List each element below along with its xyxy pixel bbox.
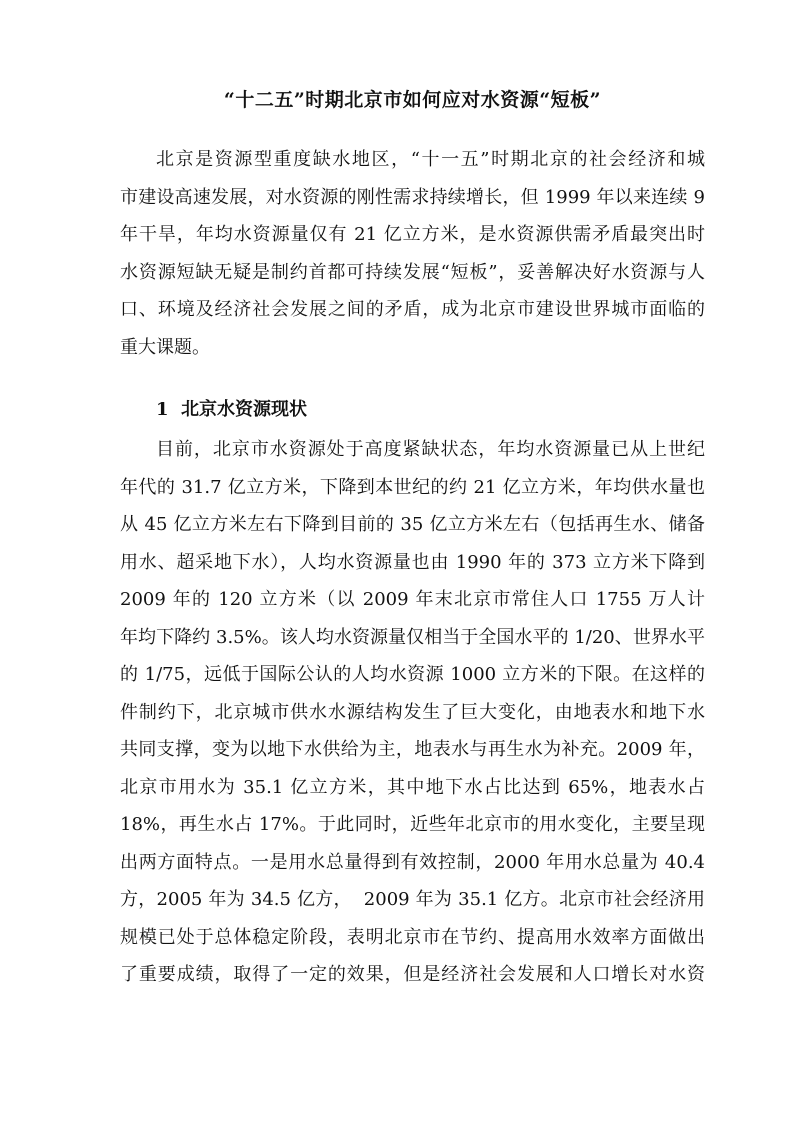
paragraph-line: 口、环境及经济社会发展之间的矛盾，成为北京市建设世界城市面临的	[120, 299, 705, 320]
paragraph-line: 共同支撑，变为以地下水供给为主，地表水与再生水为补充。2009 年，	[120, 739, 705, 760]
paragraph-line: 2009 年的 120 立方米（以 2009 年末北京市常住人口 1755 万人计	[120, 589, 705, 610]
paragraph-line: 方，2005 年为 34.5 亿方， 2009 年为 35.1 亿方。北京市社会经济用	[120, 889, 705, 910]
paragraph-line: 的 1/75，远低于国际公认的人均水资源 1000 立方米的下限。在这样的	[120, 664, 705, 685]
paragraph-line: 出两方面特点。一是用水总量得到有效控制，2000 年用水总量为 40.4	[120, 851, 705, 873]
paragraph-line: 北京市用水为 35.1 亿立方米，其中地下水占比达到 65%，地表水占	[120, 776, 705, 798]
paragraph-line: 年代的 31.7 亿立方米，下降到本世纪的约 21 亿立方米，年均供水量也	[120, 476, 705, 498]
intro-paragraph	[120, 141, 705, 366]
paragraph-line: 北京是资源型重度缺水地区，“十一五”时期北京的社会经济和城	[156, 149, 705, 170]
paragraph-line: 规模已处于总体稳定阶段，表明北京市在节约、提高用水效率方面做出	[120, 926, 705, 948]
document-title: “十二五”时期北京市如何应对水资源“短板”	[223, 89, 602, 111]
paragraph-line: 市建设高速发展，对水资源的刚性需求持续增长，但 1999 年以来连续 9	[120, 186, 705, 208]
paragraph-line: 了重要成绩，取得了一定的效果，但是经济社会发展和人口增长对水资	[120, 964, 705, 985]
paragraph-line: 用水、超采地下水），人均水资源量也由 1990 年的 373 立方米下降到	[120, 551, 705, 573]
paragraph-line: 水资源短缺无疑是制约首都可持续发展“短板”，妥善解决好水资源与人	[120, 261, 705, 283]
section-heading: 1 北京水资源现状	[156, 399, 308, 420]
paragraph-line: 年干旱，年均水资源量仅有 21 亿立方米，是水资源供需矛盾最突出时	[120, 224, 705, 245]
paragraph-line: 年均下降约 3.5%。该人均水资源量仅相当于全国水平的 1/20、世界水平	[120, 626, 705, 648]
section-paragraph	[120, 431, 705, 994]
paragraph-line: 18%，再生水占 17%。于此同时，近些年北京市的用水变化，主要呈现	[120, 814, 705, 835]
paragraph-line: 件制约下，北京城市供水水源结构发生了巨大变化，由地表水和地下水	[120, 701, 705, 723]
paragraph-line: 从 45 亿立方米左右下降到目前的 35 亿立方米左右（包括再生水、储备	[120, 514, 705, 535]
paragraph-line: 重大课题。	[120, 336, 210, 358]
paragraph-line: 目前，北京市水资源处于高度紧缺状态，年均水资源量已从上世纪	[156, 439, 705, 460]
